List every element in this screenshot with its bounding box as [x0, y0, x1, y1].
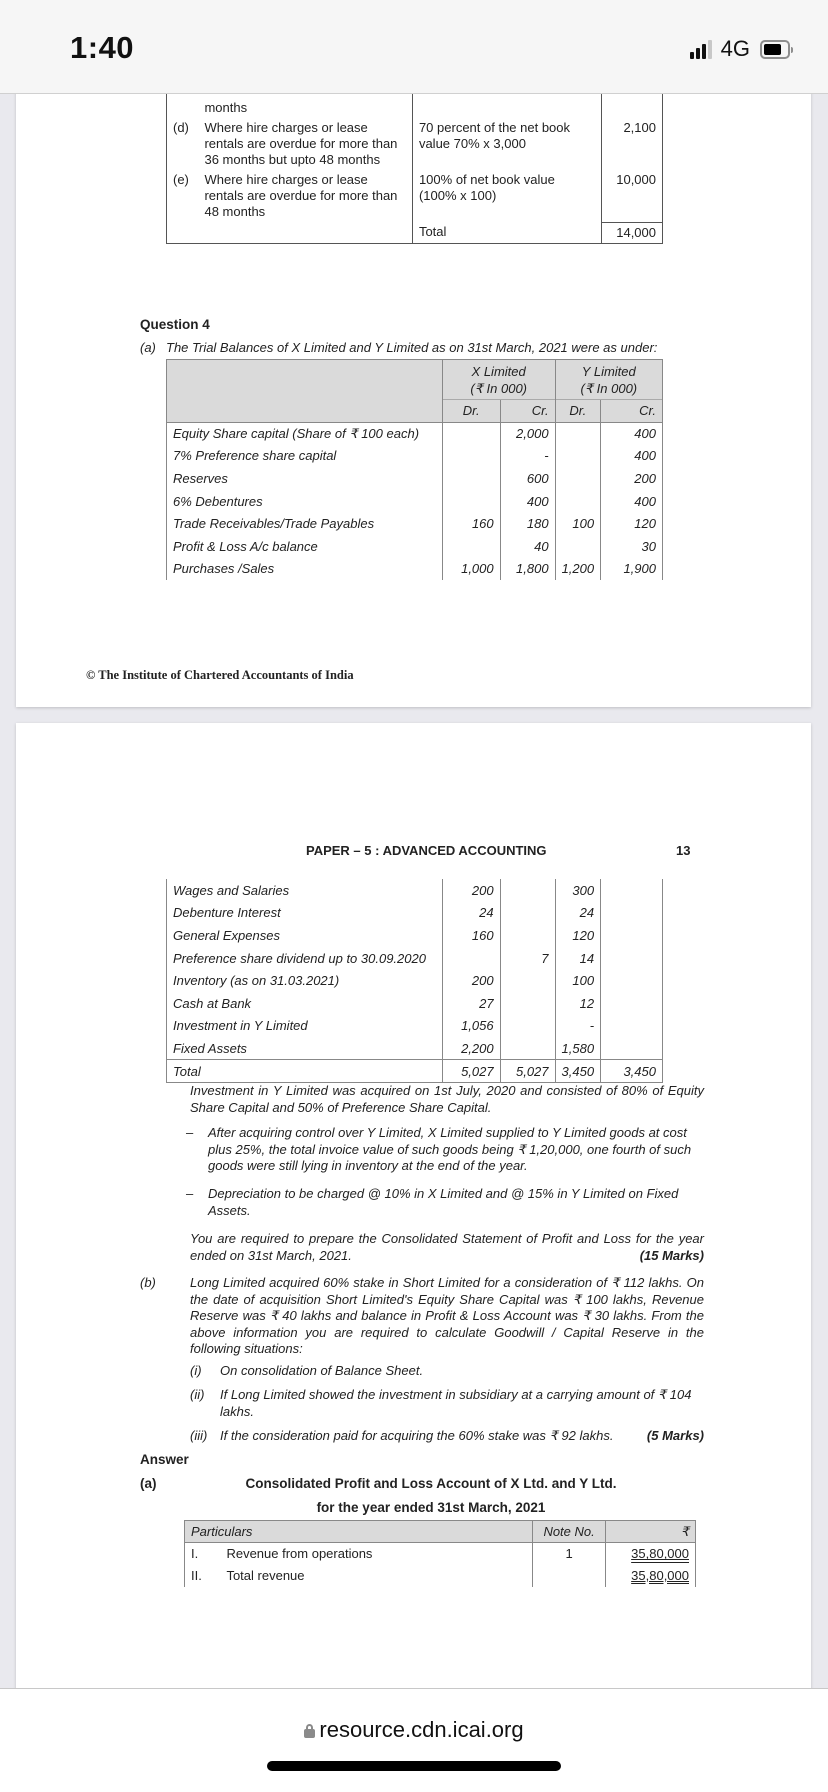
amount-header: ₹	[606, 1521, 696, 1543]
row-amount: 10,000	[602, 170, 663, 222]
bullet-item: – After acquiring control over Y Limited, X Limited supplied to Y Limited goods at cost plus 25%, the total invoice value of such goods being ₹ 1,20,000, one fourth of such goods were still lying in inventory at the end of the year.	[186, 1125, 692, 1173]
pdf-page-13	[16, 723, 811, 1688]
table-row: Purchases /Sales 1,000 1,800 1,200 1,900	[167, 558, 663, 581]
browser-bottom-bar	[0, 1688, 828, 1792]
table-row: Inventory (as on 31.03.2021) 200 100	[167, 969, 663, 992]
row-amount: 2,100	[602, 118, 663, 170]
table-row: Equity Share capital (Share of ₹ 100 each) 2,000 400	[167, 422, 663, 445]
marks-b: (5 Marks)	[646, 1428, 704, 1443]
table-row: 7% Preference share capital - 400	[167, 445, 663, 468]
home-indicator[interactable]	[267, 1761, 561, 1771]
question-b-label: (b)	[140, 1275, 156, 1290]
battery-icon	[760, 40, 790, 59]
pdf-page-12	[16, 94, 811, 707]
network-type: 4G	[720, 36, 750, 61]
marks-a: (15 Marks)	[639, 1247, 704, 1263]
table-row: Investment in Y Limited 1,056 -	[167, 1015, 663, 1038]
table-total-row	[167, 222, 663, 243]
sub-item: (iii) If the consideration paid for acquiring the 60% stake was ₹ 92 lakhs. (5 Marks)	[190, 1428, 704, 1443]
sub-item: (i) On consolidation of Balance Sheet.	[190, 1363, 424, 1378]
status-bar	[0, 0, 828, 94]
table-row: 6% Debentures 400 400	[167, 490, 663, 513]
row-desc: Where hire charges or lease rentals are overdue for more than 48 months	[198, 170, 412, 222]
question-a-label: (a)	[140, 340, 156, 355]
table-row: Debenture Interest 24 24	[167, 902, 663, 925]
x-cr-header: Cr.	[500, 400, 555, 423]
question-title: Question 4	[140, 317, 210, 332]
consolidated-pl-table	[184, 1520, 696, 1587]
copyright-footer: © The Institute of Chartered Accountants of India	[86, 668, 354, 682]
row-basis: 70 percent of the net book value 70% x 3,000	[412, 118, 601, 170]
x-limited-header: X Limited (₹ In 000)	[442, 360, 555, 400]
table-total-row: Total 5,027 5,027 3,450 3,450	[167, 1060, 663, 1083]
npa-provision-table	[166, 94, 663, 244]
requirement-a: You are required to prepare the Consolidated Statement of Profit and Loss for the year ended on 31st March, 2021. (15 Marks)	[190, 1231, 704, 1263]
address-bar[interactable]	[0, 1717, 828, 1743]
row-basis: 100% of net book value (100% x 100)	[412, 170, 601, 222]
table-row: I. Revenue from operations 1 35,80,000	[185, 1543, 696, 1565]
table-row: Wages and Salaries 200 300	[167, 879, 663, 902]
signal-icon	[690, 39, 712, 59]
paper-title: PAPER – 5 : ADVANCED ACCOUNTING	[306, 843, 547, 858]
note-header: Note No.	[533, 1521, 606, 1543]
sub-item: (ii) If Long Limited showed the investment in subsidiary at a carrying amount of ₹ 104 lakhs.	[190, 1387, 692, 1419]
table-header-row	[167, 360, 663, 400]
total-value: 14,000	[602, 222, 663, 243]
table-row	[167, 94, 663, 118]
table-row: General Expenses 160 120	[167, 924, 663, 947]
lock-icon	[304, 1724, 315, 1738]
table-row: II. Total revenue 35,80,000	[185, 1565, 696, 1587]
particulars-header: Particulars	[185, 1521, 533, 1543]
table-header-row	[185, 1521, 696, 1543]
url-text: resource.cdn.icai.org	[319, 1717, 524, 1742]
row-label: (e)	[167, 170, 199, 222]
table-row	[167, 170, 663, 222]
row-desc: Where hire charges or lease rentals are overdue for more than 36 months but upto 48 months	[198, 118, 412, 170]
table-row: Reserves 600 200	[167, 467, 663, 490]
answer-a-label: (a)	[140, 1476, 157, 1491]
trial-balance-table-continued	[166, 879, 663, 1083]
row-desc: months	[198, 94, 412, 118]
x-dr-header: Dr.	[442, 400, 500, 423]
answer-title: Answer	[140, 1452, 189, 1467]
table-row: Fixed Assets 2,200 1,580	[167, 1037, 663, 1060]
table-subheader-row	[167, 400, 663, 423]
y-cr-header: Cr.	[601, 400, 663, 423]
table-row: Cash at Bank 27 12	[167, 992, 663, 1015]
page-number: 13	[676, 843, 691, 858]
table-row: Trade Receivables/Trade Payables 160 180 100 120	[167, 512, 663, 535]
y-limited-header: Y Limited (₹ In 000)	[555, 360, 662, 400]
total-label: Total	[412, 222, 601, 243]
answer-title-line2: for the year ended 31st March, 2021	[316, 1500, 546, 1515]
answer-title-line1: Consolidated Profit and Loss Account of X Ltd. and Y Ltd.	[245, 1476, 617, 1491]
trial-balance-table	[166, 359, 663, 580]
table-row: Profit & Loss A/c balance 40 30	[167, 535, 663, 558]
status-time: 1:40	[70, 30, 135, 65]
table-row	[167, 118, 663, 170]
bullet-item: – Depreciation to be charged @ 10% in X Limited and @ 15% in Y Limited on Fixed Assets.	[186, 1186, 679, 1218]
pdf-viewer[interactable]	[0, 94, 828, 1688]
question-a-text: The Trial Balances of X Limited and Y Limited as on 31st March, 2021 were as under:	[166, 340, 658, 355]
question-b-text: Long Limited acquired 60% stake in Short Limited for a consideration of ₹ 112 lakhs. On the date of acquisition Short Limited's Equity Share Capital was ₹ 100 lakhs, Revenue Reserve was ₹ 40 lakhs and balance in Profit & Loss Account was ₹ 30 lakhs. From the above information you are required to calculate Goodwill / Capital Reserve in the following situations:	[190, 1275, 704, 1356]
investment-note: Investment in Y Limited was acquired on 1st July, 2020 and consisted of 80% of Equity Share Capital and 50% of Preference Share Capital.	[190, 1083, 704, 1115]
status-indicators	[690, 36, 790, 62]
table-row: Preference share dividend up to 30.09.2020 7 14	[167, 947, 663, 970]
row-label: (d)	[167, 118, 199, 170]
y-dr-header: Dr.	[555, 400, 601, 423]
